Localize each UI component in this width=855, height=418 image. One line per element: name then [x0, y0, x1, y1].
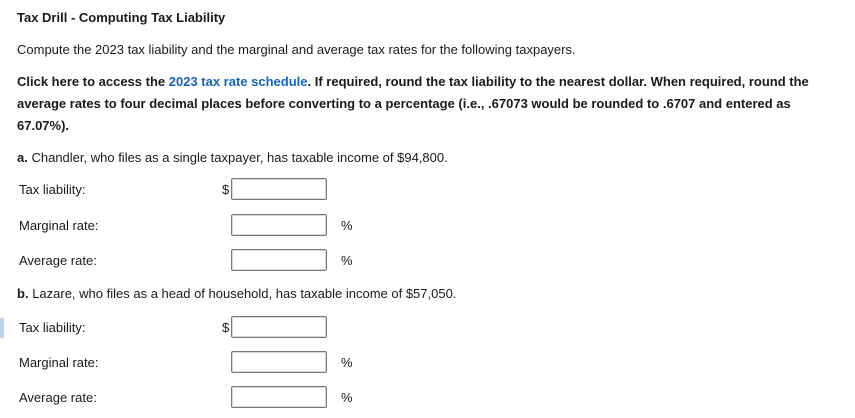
question-b-letter: b.: [17, 286, 29, 301]
instructions: [17, 71, 842, 137]
tax-rate-schedule-link[interactable]: 2023 tax rate schedule: [168, 74, 308, 89]
instructions-post: . If required, round the tax liability to the nearest dollar. When required, round the average rates to four decimal places before converting to a percentage (i.e., .67073 would be rounded to .6707 and entered as 67.07%).: [17, 74, 809, 133]
instructions-pre: Click here to access the: [17, 74, 169, 89]
a-average-rate-input[interactable]: [231, 249, 327, 271]
a-marginal-rate-label: Marginal rate:: [19, 218, 99, 233]
b-marginal-rate-input[interactable]: [231, 351, 327, 373]
intro-text: Compute the 2023 tax liability and the marginal and average tax rates for the following taxpayers.: [17, 42, 576, 57]
b-tax-liability-label: Tax liability:: [19, 320, 86, 335]
question-a-text: Chandler, who files as a single taxpayer, has taxable income of $94,800.: [31, 150, 448, 165]
b-currency-symbol: $: [222, 320, 230, 335]
b-average-percent-sign: %: [341, 390, 353, 405]
a-currency-symbol: $: [222, 182, 230, 197]
a-marginal-rate-input[interactable]: [231, 214, 327, 236]
question-b-text: Lazare, who files as a head of household, has taxable income of $57,050.: [32, 286, 457, 301]
b-average-rate-input[interactable]: [231, 386, 327, 408]
question-a-letter: a.: [17, 150, 28, 165]
a-tax-liability-label: Tax liability:: [19, 182, 86, 197]
a-marginal-percent-sign: %: [341, 218, 353, 233]
b-average-rate-label: Average rate:: [19, 390, 97, 405]
a-average-rate-label: Average rate:: [19, 253, 97, 268]
b-tax-liability-input[interactable]: [231, 316, 327, 338]
question-a: [17, 150, 448, 165]
focus-marker: [0, 318, 4, 338]
b-marginal-percent-sign: %: [341, 355, 353, 370]
question-b: [17, 286, 456, 301]
a-average-percent-sign: %: [341, 253, 353, 268]
page-title: Tax Drill - Computing Tax Liability: [17, 10, 226, 25]
b-marginal-rate-label: Marginal rate:: [19, 355, 99, 370]
a-tax-liability-input[interactable]: [231, 178, 327, 200]
